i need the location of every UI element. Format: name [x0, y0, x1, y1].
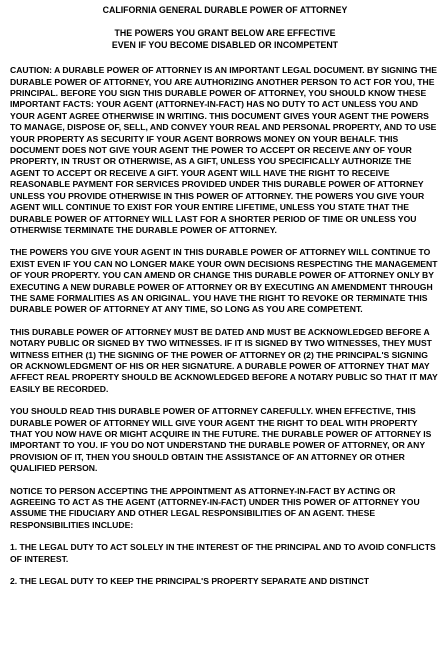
document-subtitle [10, 28, 440, 51]
dating-acknowledgment-paragraph: THIS DURABLE POWER OF ATTORNEY MUST BE DATED AND MUST BE ACKNOWLEDGED BEFORE A NOTARY PUBLIC OR SIGNED BY TWO WITNESSES. IF IT IS SIGNED BY TWO WITNESSES, THEY MUST WITNESS EITHER (1) THE SIGNING OF THE POWER OF ATTORNEY OR (2) THE PRINCIPAL'S SIGNING OR ACKNOWLEDGMENT OF HIS OR HER SIGNATURE. A DURABLE POWER OF ATTORNEY THAT MAY AFFECT REAL PROPERTY SHOULD BE ACKNOWLEDGED BEFORE A NOTARY PUBLIC SO THAT IT MAY EASILY BE RECORDED. [10, 326, 438, 394]
subtitle-line: EVEN IF YOU BECOME DISABLED OR INCOMPETENT [111, 39, 339, 50]
powers-continue-paragraph: THE POWERS YOU GIVE YOUR AGENT IN THIS DURABLE POWER OF ATTORNEY WILL CONTINUE TO EXIST EVEN IF YOU CAN NO LONGER MAKE YOUR OWN DECISIONS RESPECTING THE MANAGEMENT OF YOUR PROPERTY. YOU CAN AMEND OR CHANGE THIS DURABLE POWER OF ATTORNEY ONLY BY EXECUTING A NEW DURABLE POWER OF ATTORNEY OR BY EXECUTING AN AMENDMENT THROUGH THE SAME FORMALITIES AS AN ORIGINAL. YOU HAVE THE RIGHT TO REVOKE OR TERMINATE THIS DURABLE POWER OF ATTORNEY AT ANY TIME, SO LONG AS YOU ARE COMPETENT. [10, 247, 438, 315]
document-title: CALIFORNIA GENERAL DURABLE POWER OF ATTORNEY [102, 5, 348, 15]
duty-item-2: 2. THE LEGAL DUTY TO KEEP THE PRINCIPAL'S PROPERTY SEPARATE AND DISTINCT [10, 576, 370, 587]
notice-to-agent-paragraph: NOTICE TO PERSON ACCEPTING THE APPOINTMENT AS ATTORNEY-IN-FACT BY ACTING OR AGREEING TO ACT AS THE AGENT (ATTORNEY-IN-FACT) UNDER THIS POWER OF ATTORNEY YOU ASSUME THE FIDUCIARY AND OTHER LEGAL RESPONSIBILITIES OF AN AGENT. THESE RESPONSIBILITIES INCLUDE: [10, 485, 420, 530]
subtitle-line: THE POWERS YOU GRANT BELOW ARE EFFECTIVE [114, 28, 336, 39]
read-carefully-paragraph: YOU SHOULD READ THIS DURABLE POWER OF ATTORNEY CAREFULLY. WHEN EFFECTIVE, THIS DURABLE POWER OF ATTORNEY WILL GIVE YOUR AGENT THE RIGHT TO DEAL WITH PROPERTY THAT YOU NOW HAVE OR MIGHT ACQUIRE IN THE FUTURE. THE DURABLE POWER OF ATTORNEY IS IMPORTANT TO YOU. IF YOU DO NOT UNDERSTAND THE DURABLE POWER OF ATTORNEY, OR ANY PROVISION OF IT, THEN YOU SHOULD OBTAIN THE ASSISTANCE OF AN ATTORNEY OR OTHER QUALIFIED PERSON. [10, 406, 432, 474]
duty-item-1: 1. THE LEGAL DUTY TO ACT SOLELY IN THE INTEREST OF THE PRINCIPAL AND TO AVOID CONFLICTS OF INTEREST. [10, 542, 436, 564]
caution-paragraph: CAUTION: A DURABLE POWER OF ATTORNEY IS AN IMPORTANT LEGAL DOCUMENT. BY SIGNING THE DURABLE POWER OF ATTORNEY, YOU ARE AUTHORIZING ANOTHER PERSON TO ACT FOR YOU, THE PRINCIPAL. BEFORE YOU SIGN THIS DURABLE POWER OF ATTORNEY, YOU SHOULD KNOW THESE IMPORTANT FACTS: YOUR AGENT (ATTORNEY-IN-FACT) HAS NO DUTY TO ACT UNLESS YOU AND YOUR AGENT AGREE OTHERWISE IN WRITING. THIS DOCUMENT GIVES YOUR AGENT THE POWERS TO MANAGE, DISPOSE OF, SELL, AND CONVEY YOUR REAL AND PERSONAL PROPERTY, AND TO USE YOUR PROPERTY AS SECURITY IF YOUR AGENT BORROWS MONEY ON YOUR BEHALF. THIS DOCUMENT DOES NOT GIVE YOUR AGENT THE POWER TO ACCEPT OR RECEIVE ANY OF YOUR PROPERTY, IN TRUST OR OTHERWISE, AS A GIFT, UNLESS YOU SPECIFICALLY AUTHORIZE THE AGENT TO ACCEPT OR RECEIVE A GIFT. YOUR AGENT WILL HAVE THE RIGHT TO RECEIVE REASONABLE PAYMENT FOR SERVICES PROVIDED UNDER THIS DURABLE POWER OF ATTORNEY UNLESS YOU PROVIDE OTHERWISE IN THIS POWER OF ATTORNEY. THE POWERS YOU GIVE YOUR AGENT WILL CONTINUE TO EXIST FOR YOUR ENTIRE LIFETIME, UNLESS YOU STATE THAT THE DURABLE POWER OF ATTORNEY WILL LAST FOR A SHORTER PERIOD OF TIME OR UNLESS YOU OTHERWISE TERMINATE THE DURABLE POWER OF ATTORNEY. [10, 65, 437, 235]
